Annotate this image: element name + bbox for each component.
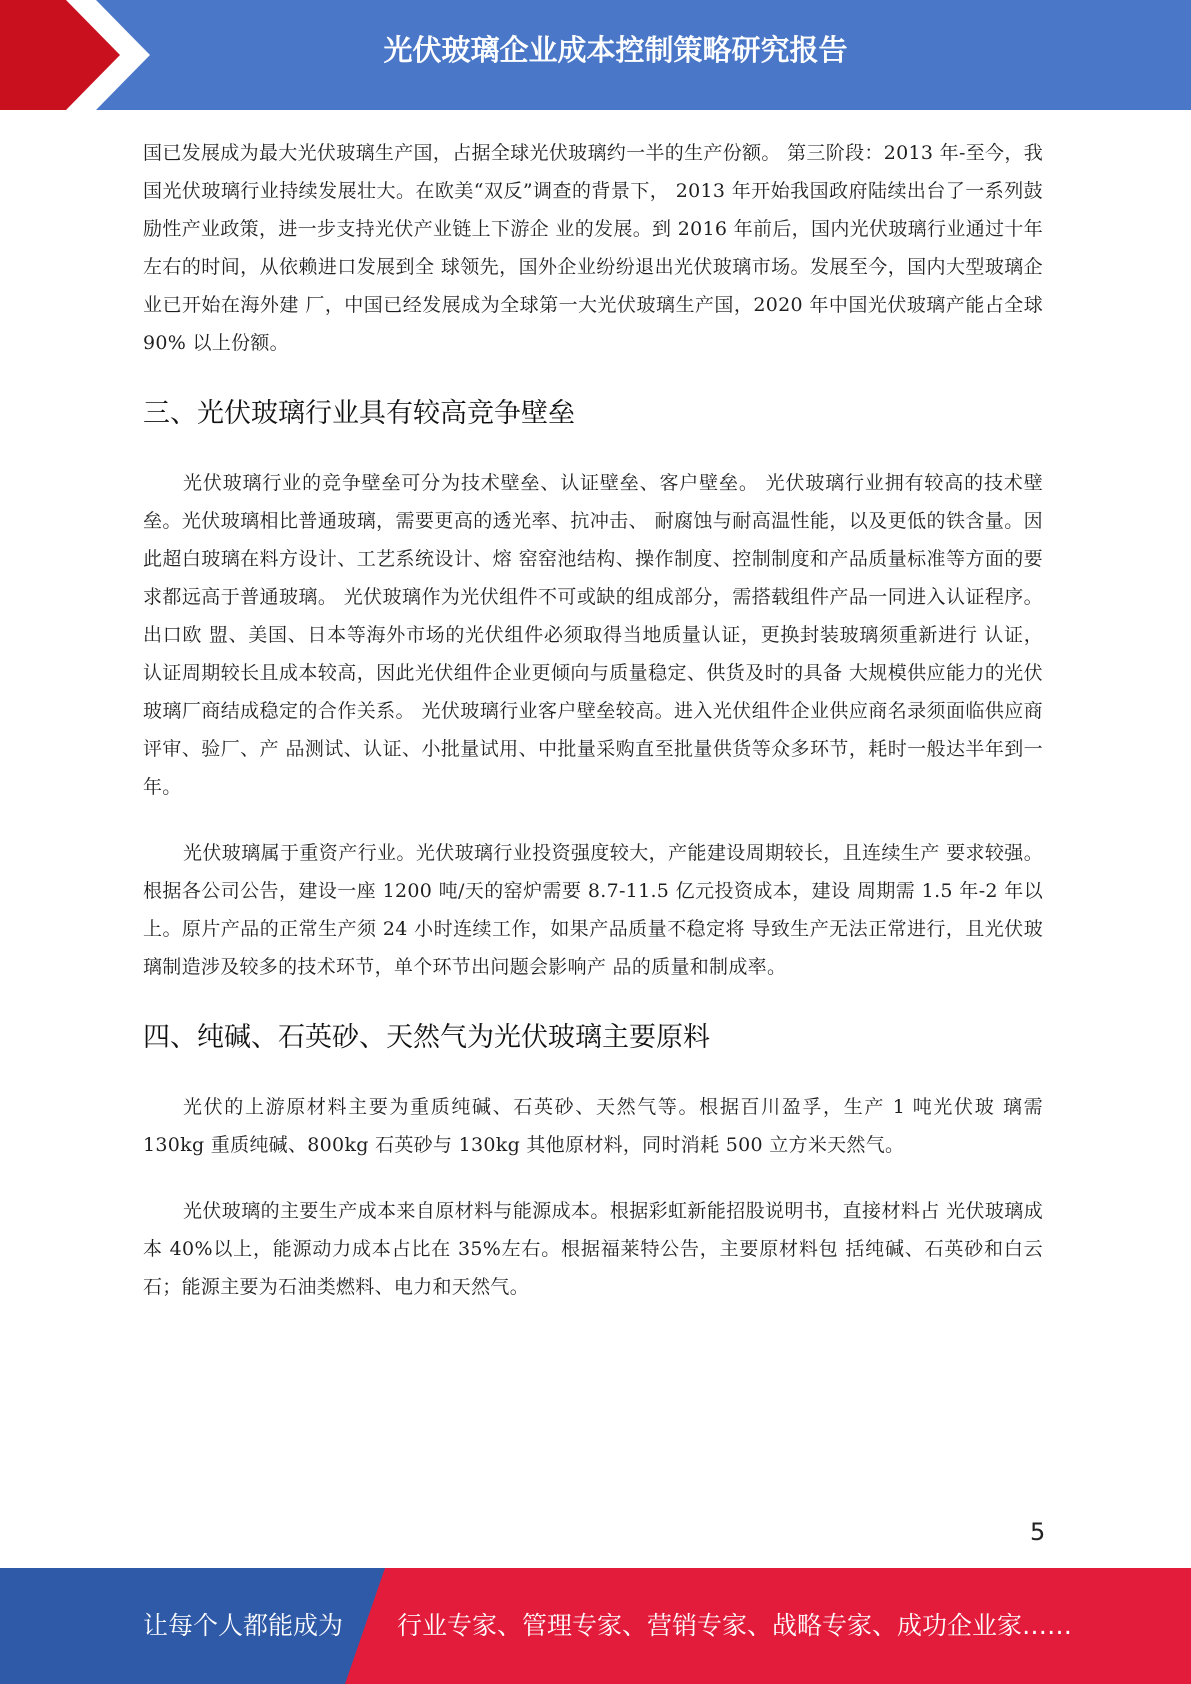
document-title: 光伏玻璃企业成本控制策略研究报告 [383, 33, 848, 67]
section-4-paragraph-1: 光伏的上游原材料主要为重质纯碱、石英砂、天然气等。根据百川盈孚，生产 1 吨光伏玻 璃需 130kg 重质纯碱、800kg 石英砂与 130kg 其他原材料，同时消耗 500 立方米天然气。 [143, 1096, 1043, 1156]
intro-paragraph: 国已发展成为最大光伏玻璃生产国，占据全球光伏玻璃约一半的生产份额。 第三阶段：2013 年-至今，我国光伏玻璃行业持续发展壮大。在欧美“双反”调查的背景下， 2013 年开始我国政府陆续出台了一系列鼓励性产业政策，进一步支持光伏产业链上下游企 业的发展。到 2016 年前后，国内光伏玻璃行业通过十年左右的时间，从依赖进口发展到全 球领先，国外企业纷纷退出光伏玻璃市场。发展至今，国内大型玻璃企业已开始在海外建 厂，中国已经发展成为全球第一大光伏玻璃生产国，2020 年中国光伏玻璃产能占全球 90% 以上份额。 [143, 142, 1043, 354]
section-3-paragraph-2: 光伏玻璃属于重资产行业。光伏玻璃行业投资强度较大，产能建设周期较长，且连续生产 要求较强。根据各公司公告，建设一座 1200 吨/天的窑炉需要 8.7-11.5 亿元投资成本，建设 周期需 1.5 年-2 年以上。原片产品的正常生产须 24 小时连续工作，如果产品质量不稳定将 导致生产无法正常进行，且光伏玻璃制造涉及较多的技术环节，单个环节出问题会影响产 品的质量和制成率。 [143, 842, 1043, 978]
main-content [143, 134, 1043, 1306]
header-band [0, 0, 1191, 110]
footer-band [0, 1568, 1191, 1684]
section-4-paragraph-2: 光伏玻璃的主要生产成本来自原材料与能源成本。根据彩虹新能招股说明书，直接材料占 光伏玻璃成本 40%以上，能源动力成本占比在 35%左右。根据福莱特公告，主要原材料包 括纯碱、石英砂和白云石；能源主要为石油类燃料、电力和天然气。 [143, 1200, 1043, 1298]
section-4-heading: 四、纯碱、石英砂、天然气为光伏玻璃主要原料 [143, 1022, 710, 1053]
footer-slogan-left: 让每个人都能成为 [143, 1611, 344, 1640]
page-number: 5 [1030, 1518, 1046, 1546]
section-3-paragraph-1: 光伏玻璃行业的竞争壁垒可分为技术壁垒、认证壁垒、客户壁垒。 光伏玻璃行业拥有较高的技术壁垒。光伏玻璃相比普通玻璃，需要更高的透光率、抗冲击、 耐腐蚀与耐高温性能，以及更低的铁含量。因此超白玻璃在料方设计、工艺系统设计、熔 窑窑池结构、操作制度、控制制度和产品质量标准等方面的要求都远高于普通玻璃。 光伏玻璃作为光伏组件不可或缺的组成部分，需搭载组件产品一同进入认证程序。出口欧 盟、美国、日本等海外市场的光伏组件必须取得当地质量认证，更换封装玻璃须重新进行 认证，认证周期较长且成本较高，因此光伏组件企业更倾向与质量稳定、供货及时的具备 大规模供应能力的光伏玻璃厂商结成稳定的合作关系。 光伏玻璃行业客户壁垒较高。进入光伏组件企业供应商名录须面临供应商评审、验厂、产 品测试、认证、小批量试用、中批量采购直至批量供货等众多环节，耗时一般达半年到一 年。 [143, 472, 1043, 798]
section-3-heading: 三、光伏玻璃行业具有较高竞争壁垒 [143, 398, 575, 429]
footer-slogan-right: 行业专家、管理专家、营销专家、战略专家、成功企业家…… [397, 1611, 1073, 1640]
